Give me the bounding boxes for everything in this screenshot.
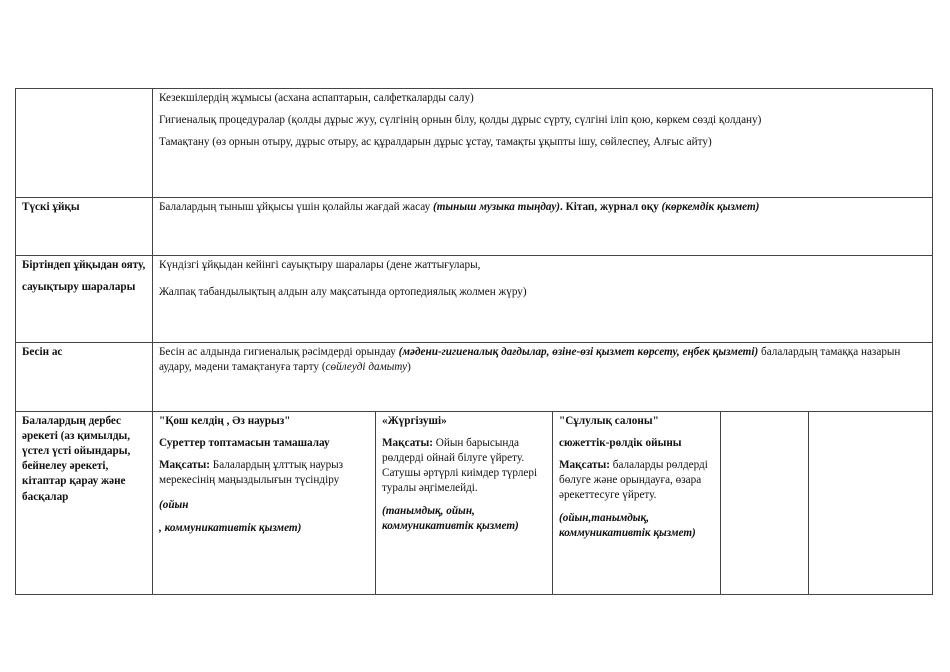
activity-1-subtitle: Суреттер топтамасын тамашалау [159,437,330,450]
goal-text: балаларды рөлдерді бөлуге және орындауға, өзара әрекеттесуге үйрету. [559,459,708,502]
wake-label-line-1: Біртіндеп ұйқыдан ояту, [22,259,146,271]
activity-2-title: «Жүргізуші» [382,415,447,427]
wake-paragraph-2: Жалпақ табандылықтың алдын алу мақсатында ортопедиялық жолмен жүру) [159,286,527,299]
activity-2-tag: (танымдық, ойын, коммуникативтік қызмет) [382,504,519,532]
row-label-empty [16,89,153,198]
table-row-wake [16,256,933,343]
activity-3-subtitle: сюжеттік-рөлдік ойыны [559,437,682,450]
activity-col-2 [376,412,553,595]
activity-1-tag-2: , коммуникативтік қызмет) [159,521,302,534]
snack-emphasis: (мәдени-гигиеналық дағдылар, өзіне-өзі қызмет көрсету, еңбек қызметі) [398,346,759,358]
row-label-nap: Түскі ұйқы [16,198,153,256]
activity-1-goal [159,458,369,488]
goal-text: Ойын барысында рөлдерді ойнай білуге үйрету. Сатушы әртүрлі киімдер түрлері туралы әңгімелейді. [382,437,538,495]
meal-paragraph: Тамақтану (өз орнын отыру, дұрыс отыру, ас құралдарын дұрыс ұстау, тамақты ұқыпты ішу, сөйлеспеу, Алғыс айту) [159,136,712,149]
snack-text-3: ) [407,361,411,374]
activity-3-tag: (ойын,танымдық, коммуникативтік қызмет) [559,511,696,539]
activity-col-4-empty [721,412,809,595]
snack-text-2: балалардың тамаққа назарын аудару, мәдени тамақтануға тарту ( [159,346,901,374]
activity-3-title: "Сұлулық салоны" [559,415,659,427]
duty-content-cell [153,89,933,198]
goal-label: Мақсаты: [382,437,433,450]
row-label-snack: Бесін ас [16,343,153,412]
row-label-wake [16,256,153,343]
table-row-activity [16,412,933,595]
wake-label-line-2: сауықтыру шаралары [22,281,136,294]
wake-paragraph-1: Күндізгі ұйқыдан кейінгі сауықтыру шаралары (дене жаттығулары, [159,259,481,271]
daily-schedule-table [15,88,933,595]
goal-label: Мақсаты: [159,459,210,472]
hygiene-paragraph: Гигиеналық процедуралар (қолды дұрыс жуу, сүлгінің орнын білу, қолды дұрыс сүрту, сүлгіні іліп қою, көркем сөзді қолдану) [159,114,762,127]
nap-text: Балалардың тыныш ұйқысы үшін қолайлы жағдай жасау [159,201,433,213]
goal-label: Мақсаты: [559,459,610,472]
snack-emphasis-2: сөйлеуді дамыту [325,361,408,374]
activity-col-1 [153,412,376,595]
activity-1-tag-1: (ойын [159,499,189,512]
snack-content-cell [153,343,933,412]
activity-1-title: "Қош келдің , Әз наурыз" [159,415,291,427]
table-row-duty [16,89,933,198]
duty-paragraph: Кезекшілердің жұмысы (асхана аспаптарын, салфеткаларды салу) [159,92,474,104]
nap-content-cell [153,198,933,256]
nap-emphasis-2: (көркемдік қызмет) [661,201,760,213]
activity-col-3 [553,412,721,595]
activity-3-goal [559,458,714,503]
activity-col-5-empty [809,412,933,595]
snack-text: Бесін ас алдында гигиеналық рәсімдерді орындау [159,346,399,358]
nap-emphasis: (тыныш музыка тыңдау) [432,201,561,213]
nap-text-2: . Кітап, журнал оқу [560,201,662,213]
activity-2-goal [382,436,546,496]
goal-text: Балалардың ұлттық наурыз мерекесінің маңыздылығын түсіндіру [159,459,344,487]
table-row-snack [16,343,933,412]
wake-content-cell [153,256,933,343]
row-label-activity: Балалардың дербес әрекеті (аз қимылды, үстел үсті ойындары, бейнелеу әрекеті, кітаптар қарау және басқалар [16,412,153,595]
table-row-nap [16,198,933,256]
